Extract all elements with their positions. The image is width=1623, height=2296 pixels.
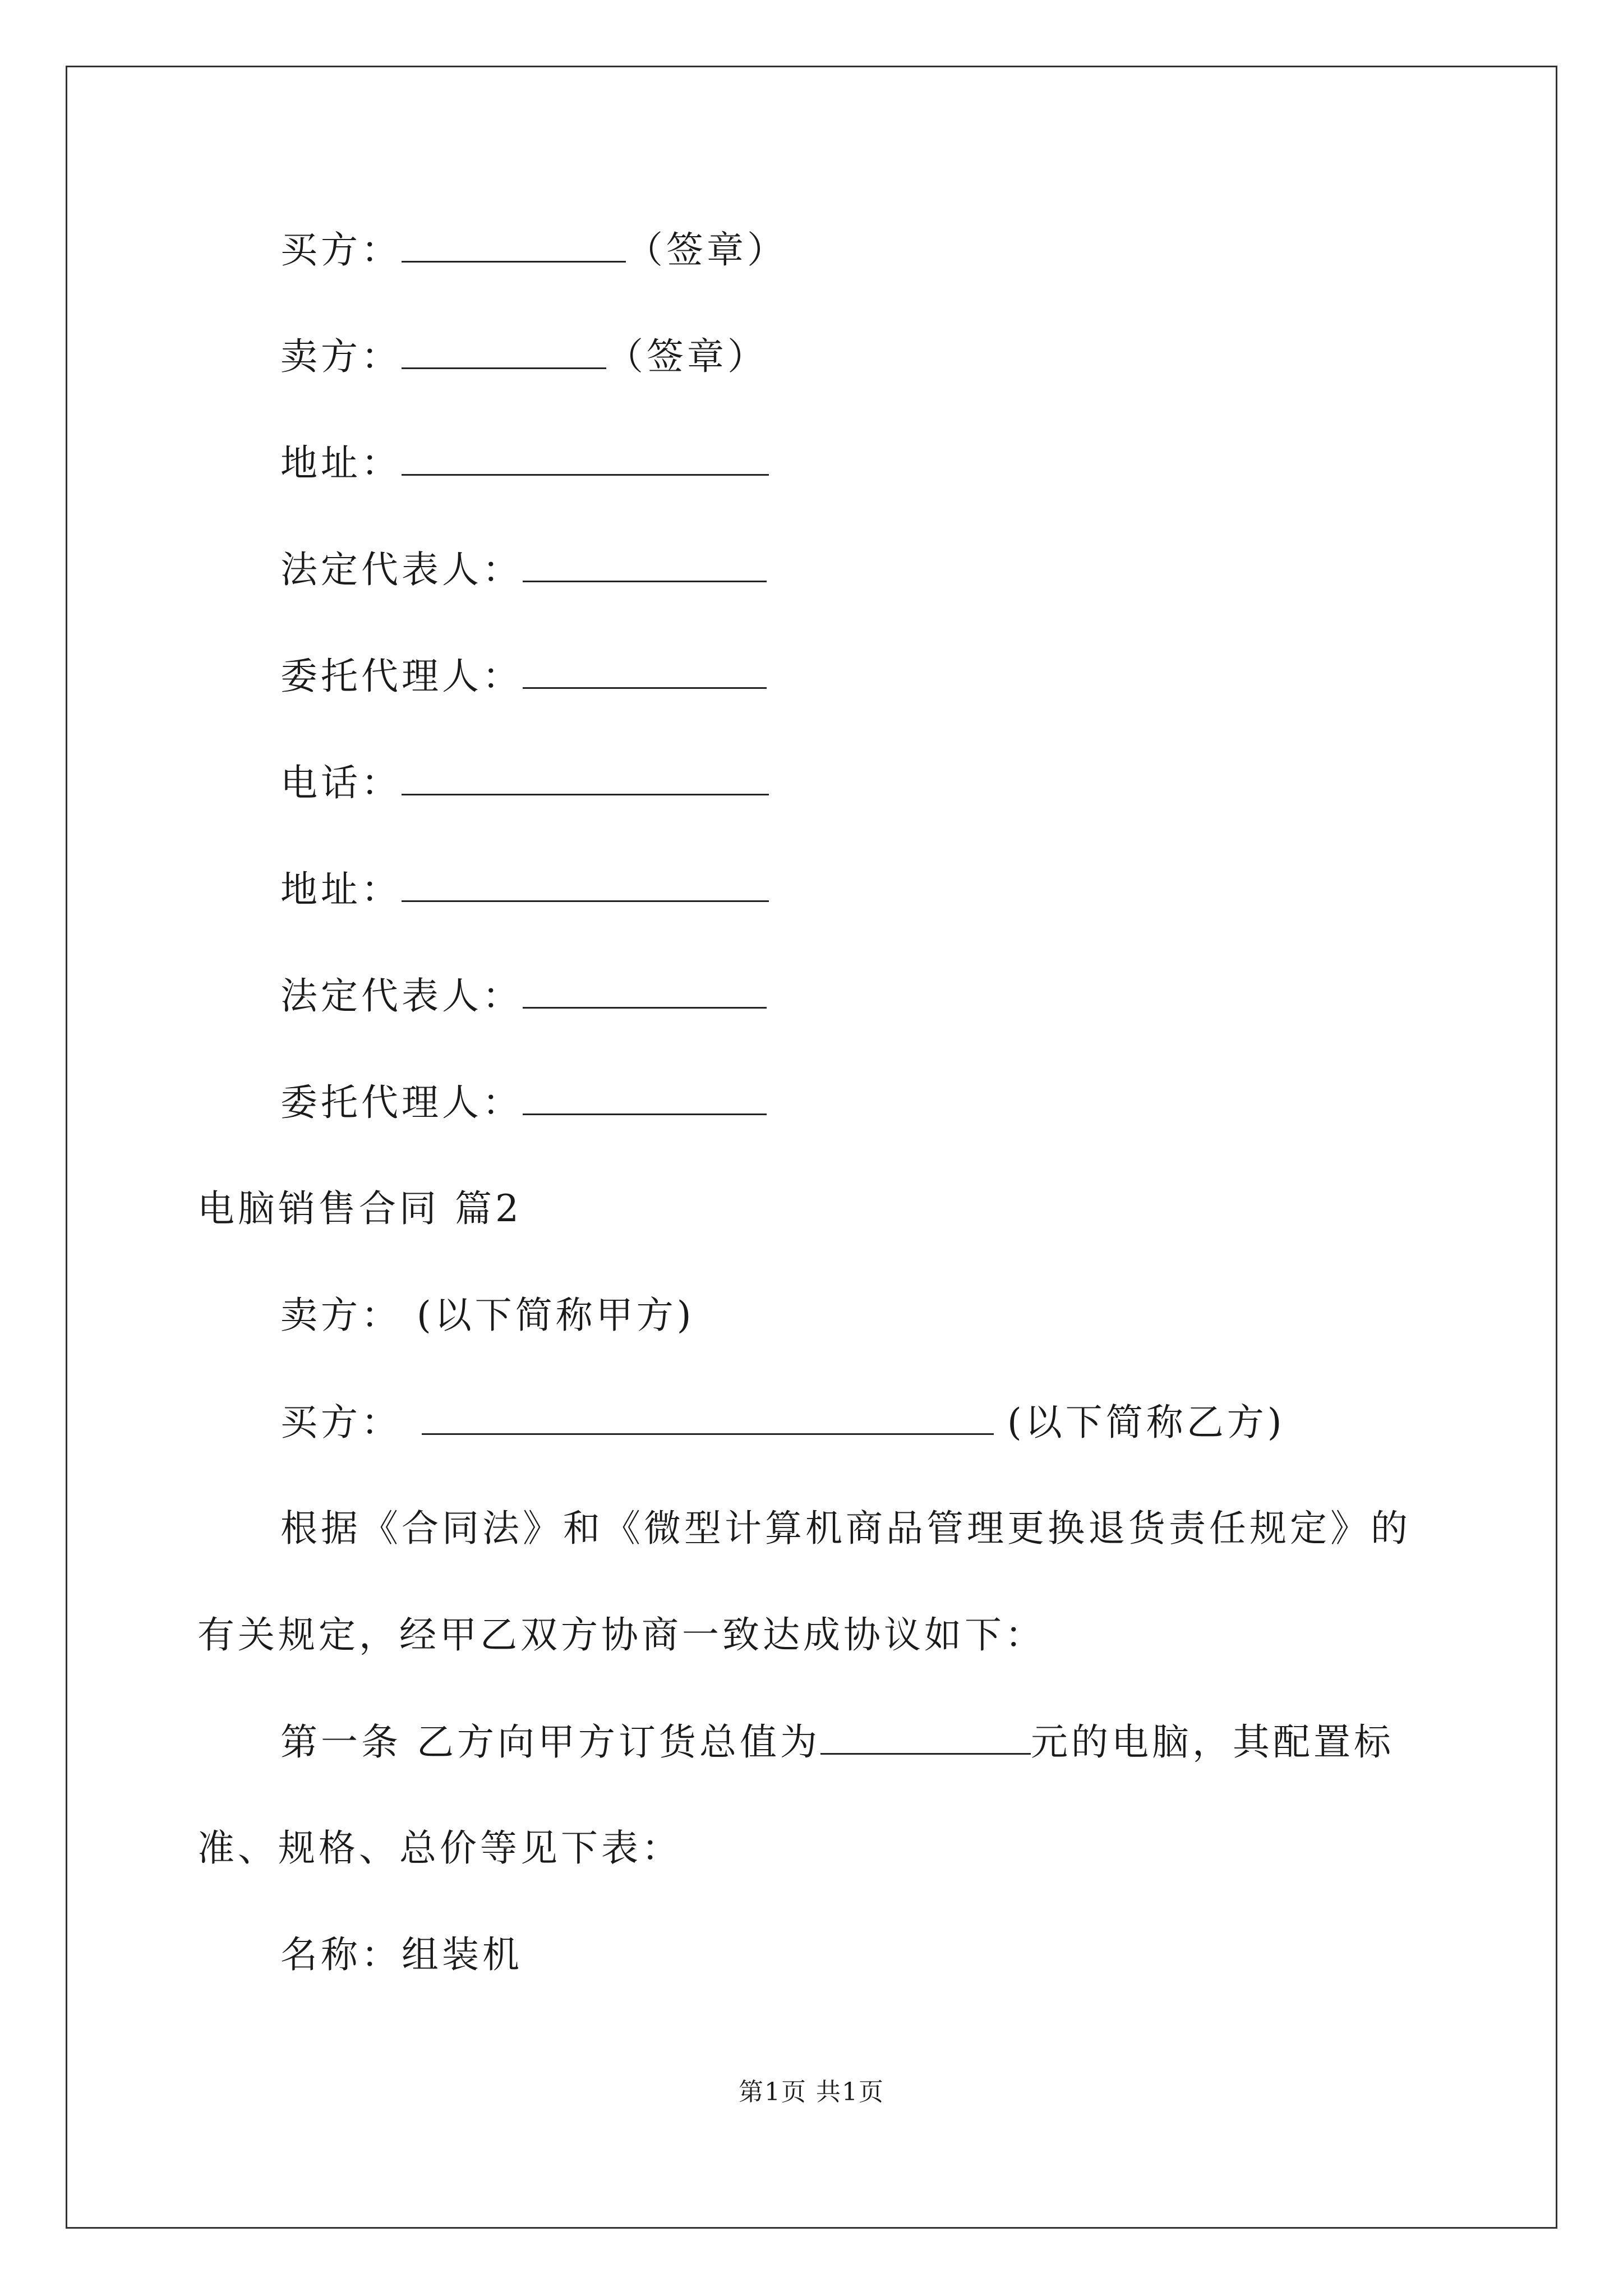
legal-rep-blank[interactable] bbox=[523, 973, 767, 1009]
address-blank[interactable] bbox=[402, 867, 769, 902]
seller-blank[interactable] bbox=[402, 334, 606, 369]
buyer-name-blank[interactable] bbox=[422, 1400, 994, 1435]
section-title: 电脑销售合同 篇2 bbox=[197, 1187, 522, 1230]
article-1-prefix: 第一条 乙方向甲方订货总值为 bbox=[280, 1720, 820, 1764]
article-1-line-2: 准、规格、总价等见下表： bbox=[197, 1826, 682, 1870]
address-line-1 bbox=[280, 440, 769, 486]
agent-label: 委托代理人： bbox=[280, 655, 523, 698]
article-1-suffix: 元的电脑，其配置标 bbox=[1030, 1720, 1394, 1764]
buyer-blank[interactable] bbox=[402, 227, 626, 263]
paragraph-line: 有关规定，经甲乙双方协商一致达成协议如下： bbox=[197, 1613, 1045, 1657]
legal-rep-line-2 bbox=[280, 973, 767, 1019]
phone-line bbox=[280, 760, 769, 806]
address-label: 地址： bbox=[280, 441, 402, 485]
page-border bbox=[66, 66, 1557, 2229]
agent-line-2 bbox=[280, 1080, 767, 1125]
address-blank[interactable] bbox=[402, 440, 769, 476]
article-1-line bbox=[280, 1719, 1394, 1765]
legal-rep-blank[interactable] bbox=[523, 547, 767, 582]
seller-label: 卖方： bbox=[280, 335, 402, 378]
seller-line: 卖方： (以下简称甲方) bbox=[280, 1294, 695, 1337]
paragraph-line: 根据《合同法》和《微型计算机商品管理更换退货责任规定》的 bbox=[280, 1507, 1411, 1550]
page-footer: 第1页 共1页 bbox=[739, 2078, 884, 2106]
legal-rep-label: 法定代表人： bbox=[280, 548, 523, 591]
seller-stamp-note: （签章） bbox=[606, 335, 768, 378]
buyer-sign-line bbox=[280, 227, 787, 273]
phone-blank[interactable] bbox=[402, 760, 769, 795]
buyer-suffix: (以下简称乙方) bbox=[1007, 1401, 1285, 1444]
agent-label: 委托代理人： bbox=[280, 1081, 523, 1124]
agent-blank[interactable] bbox=[523, 1080, 767, 1115]
address-label: 地址： bbox=[280, 868, 402, 911]
agent-blank[interactable] bbox=[523, 654, 767, 689]
seller-sign-line bbox=[280, 334, 768, 379]
buyer-line bbox=[280, 1400, 1285, 1445]
legal-rep-label: 法定代表人： bbox=[280, 974, 523, 1018]
legal-rep-line-1 bbox=[280, 547, 767, 592]
product-name-line: 名称：组装机 bbox=[280, 1933, 523, 1976]
buyer-label: 买方： bbox=[280, 228, 402, 272]
buyer-stamp-note: （签章） bbox=[626, 228, 787, 272]
agent-line-1 bbox=[280, 654, 767, 699]
address-line-2 bbox=[280, 867, 769, 912]
total-value-blank[interactable] bbox=[820, 1719, 1031, 1755]
buyer-label: 买方： bbox=[280, 1401, 402, 1444]
phone-label: 电话： bbox=[280, 761, 402, 804]
